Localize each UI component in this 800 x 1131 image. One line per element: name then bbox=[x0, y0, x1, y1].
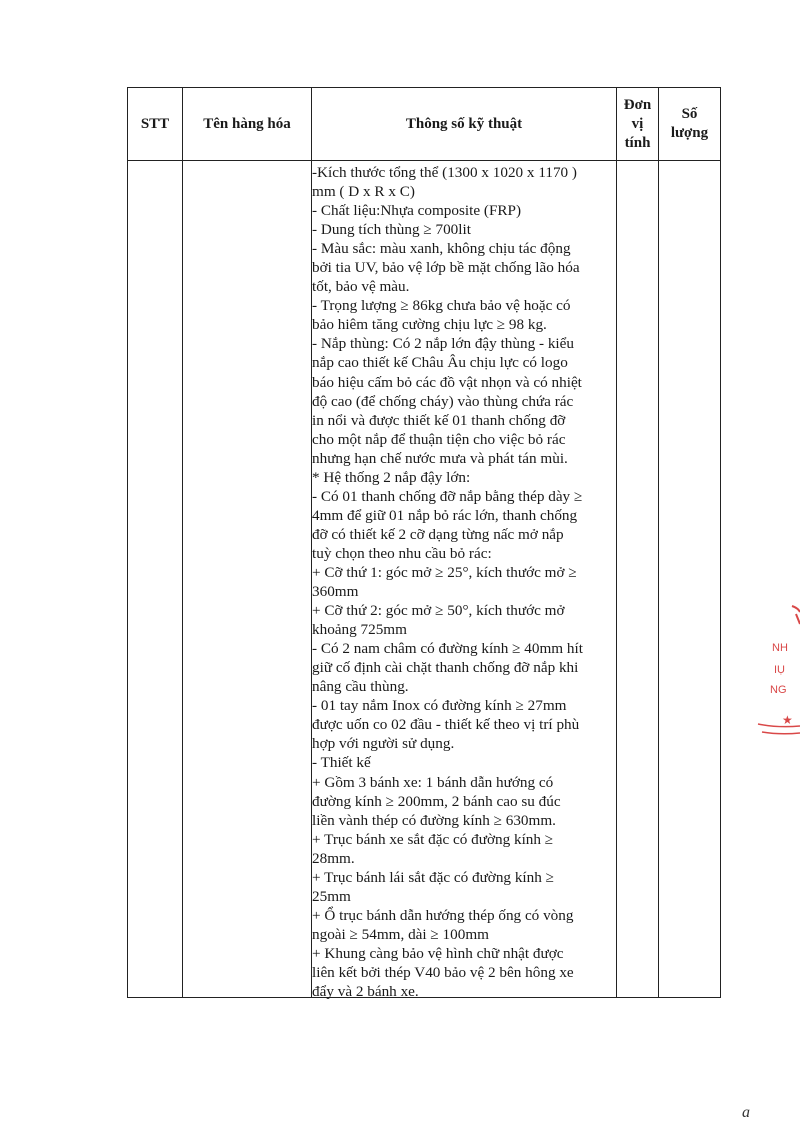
header-don-vi-tinh-line: tính bbox=[624, 134, 651, 151]
header-stt-label: STT bbox=[140, 115, 170, 132]
spec-line: độ cao (để chống cháy) vào thùng chứa rác bbox=[312, 392, 574, 410]
header-don-vi-tinh-line: Đơn bbox=[623, 96, 652, 113]
header-divider bbox=[128, 160, 720, 161]
spec-line: ngoài ≥ 54mm, dài ≥ 100mm bbox=[312, 925, 489, 943]
spec-line: khoảng 725mm bbox=[312, 621, 407, 639]
header-ten-hang-hoa bbox=[183, 88, 311, 160]
spec-line: bảo hiêm tăng cường chịu lực ≥ 98 kg. bbox=[312, 316, 547, 334]
spec-line: nắp cao thiết kế Châu Âu chịu lực có logo bbox=[312, 354, 568, 372]
spec-line: 25mm bbox=[312, 887, 351, 905]
spec-line: + Gồm 3 bánh xe: 1 bánh dẫn hướng có bbox=[312, 773, 554, 791]
svg-text:★: ★ bbox=[782, 713, 793, 727]
spec-text bbox=[312, 163, 602, 1001]
spec-line: 4mm để giữ 01 nắp bỏ rác lớn, thanh chống bbox=[312, 506, 578, 524]
spec-table bbox=[127, 87, 721, 1001]
spec-line: - 01 tay nắm Inox có đường kính ≥ 27mm bbox=[312, 697, 567, 715]
spec-line: -Kích thước tổng thể (1300 x 1020 x 1170 ) bbox=[312, 164, 577, 181]
red-stamp-fragment bbox=[752, 600, 800, 740]
spec-line: * Hệ thống 2 nắp đậy lớn: bbox=[312, 468, 471, 486]
spec-line: giữ cố định cài chặt thanh chống đỡ nắp khi bbox=[312, 659, 579, 677]
header-so-luong bbox=[659, 88, 720, 160]
header-don-vi-tinh bbox=[617, 88, 658, 160]
spec-line: bởi tia UV, bảo vệ lớp bề mặt chống lão hóa bbox=[312, 259, 580, 277]
spec-line: + Ổ trục bánh dẫn hướng thép ống có vòng bbox=[312, 906, 574, 924]
spec-line: 360mm bbox=[312, 583, 359, 601]
spec-line: đường kính ≥ 200mm, 2 bánh cao su đúc bbox=[312, 792, 561, 810]
spec-line: được uốn co 02 đầu - thiết kế theo vị trí phù bbox=[312, 716, 580, 734]
spec-line: - Chất liệu:Nhựa composite (FRP) bbox=[312, 202, 522, 220]
spec-line: - Có 2 nam châm có đường kính ≥ 40mm hít bbox=[312, 640, 583, 658]
col-divider bbox=[658, 88, 659, 997]
spec-line: + Trục bánh lái sắt đặc có đường kính ≥ bbox=[312, 868, 554, 886]
spec-line: liền vành thép có đường kính ≥ 630mm. bbox=[312, 811, 556, 829]
stamp-text: NH bbox=[772, 642, 788, 654]
spec-line: in nổi và được thiết kế 01 thanh chống đỡ bbox=[312, 411, 566, 429]
header-thong-so bbox=[312, 88, 616, 160]
spec-line: - Màu sắc: màu xanh, không chịu tác động bbox=[312, 240, 571, 258]
header-stt bbox=[128, 88, 182, 160]
corner-initial-mark: a bbox=[742, 1104, 750, 1121]
spec-line: đẩy và 2 bánh xe. bbox=[312, 983, 419, 1001]
header-so-luong-line: Số bbox=[681, 106, 698, 122]
spec-line: đỡ có thiết kế 2 cỡ dạng từng nấc mở nắp bbox=[312, 525, 564, 543]
spec-line: + Cỡ thứ 1: góc mở ≥ 25°, kích thước mở ≥ bbox=[312, 563, 577, 581]
spec-line: - Có 01 thanh chống đỡ nắp bằng thép dày ≥ bbox=[312, 487, 583, 505]
spec-line: tuỳ chọn theo nhu cầu bỏ rác: bbox=[312, 544, 492, 562]
spec-line: nhưng hạn chế nước mưa và phát tán mùi. bbox=[312, 449, 568, 467]
header-don-vi-tinh-line: vị bbox=[631, 115, 644, 132]
spec-line: - Thiết kế bbox=[312, 754, 371, 772]
col-divider bbox=[182, 88, 183, 997]
header-so-luong-line: lượng bbox=[670, 125, 709, 141]
spec-line: 28mm. bbox=[312, 849, 355, 867]
header-ten-hang-hoa-label: Tên hàng hóa bbox=[203, 115, 291, 132]
spec-line: - Nắp thùng: Có 2 nắp lớn đậy thùng - kiểu bbox=[312, 335, 574, 353]
stamp-text: NG bbox=[770, 684, 787, 696]
spec-line: nâng cầu thùng. bbox=[312, 678, 409, 696]
spec-line: mm ( D x R x C) bbox=[312, 183, 415, 201]
spec-line: tốt, bảo vệ màu. bbox=[312, 278, 410, 296]
spec-line: báo hiệu cấm bỏ các đồ vật nhọn và có nhiệt bbox=[312, 373, 582, 391]
spec-line: - Dung tích thùng ≥ 700lit bbox=[312, 221, 471, 239]
spec-line: hợp với người sử dụng. bbox=[312, 735, 455, 753]
spec-line: cho một nắp để thuận tiện cho việc bỏ rác bbox=[312, 430, 566, 448]
spec-line: + Khung càng bảo vệ hình chữ nhật được bbox=[312, 944, 564, 962]
spec-line: liên kết bởi thép V40 bảo vệ 2 bên hông xe bbox=[312, 963, 574, 981]
stamp-text: IỤ bbox=[774, 664, 785, 676]
spec-line: + Trục bánh xe sắt đặc có đường kính ≥ bbox=[312, 830, 554, 848]
header-thong-so-label: Thông số kỹ thuật bbox=[405, 115, 523, 132]
spec-line: + Cỡ thứ 2: góc mở ≥ 50°, kích thước mở bbox=[312, 602, 565, 620]
spec-line: - Trọng lượng ≥ 86kg chưa bảo vệ hoặc có bbox=[312, 297, 571, 315]
col-divider bbox=[616, 88, 617, 997]
